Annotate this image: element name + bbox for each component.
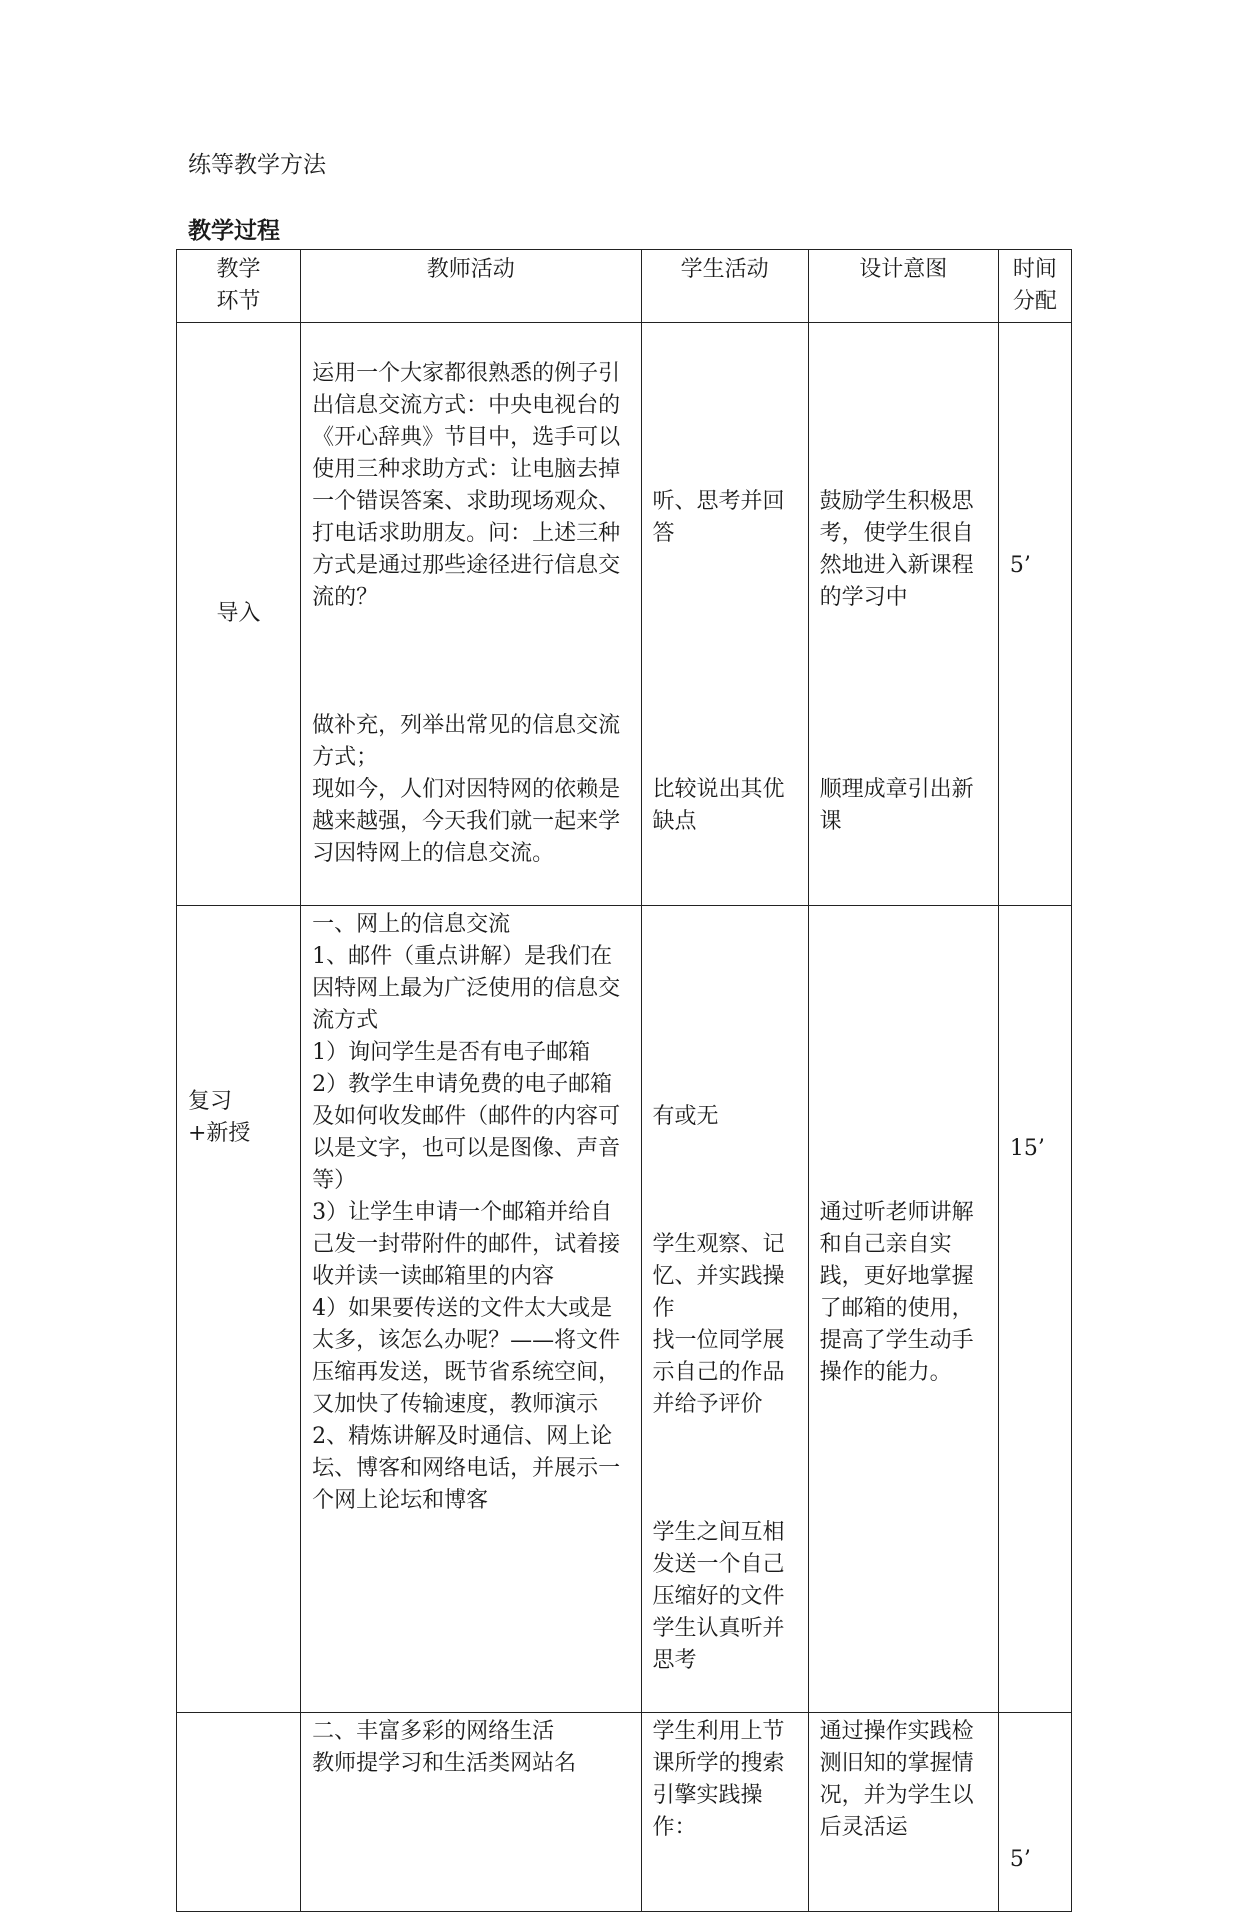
- design-intent-cell: [808, 323, 998, 906]
- student-activity-cell: 学生利用上节课所学的搜索引擎实践操作：: [641, 1713, 808, 1912]
- table-header-row: [177, 250, 1072, 323]
- design-intent-part: 鼓励学生积极思考，使学生很自然地进入新课程的学习中: [819, 489, 974, 610]
- time-cell: [998, 323, 1071, 906]
- section-title: 教学过程: [188, 217, 280, 244]
- header-teacher-activity: 教师活动: [301, 250, 641, 323]
- time-cell: [998, 1713, 1071, 1912]
- student-activity-part: 学生之间互相发送一个自己压缩好的文件 学生认真听并思考: [652, 1520, 785, 1673]
- teacher-activity-part: 运用一个大家都很熟悉的例子引出信息交流方式：中央电视台的《开心辞典》节目中，选手可以使用三种求助方式：让电脑去掉一个错误答案、求助现场观众、打电话求助朋友。问：上述三种方式是通过那些途径进行信息交流的？: [312, 361, 621, 610]
- time-value: 5’: [1009, 1847, 1031, 1872]
- time-value: 15’: [1009, 1136, 1045, 1161]
- header-design-intent: 设计意图: [808, 250, 998, 323]
- time-value: 5’: [1009, 553, 1031, 578]
- stage-cell: 复习 +新授: [177, 906, 301, 1713]
- stage-cell: 导入: [177, 323, 301, 906]
- teacher-activity-cell: 一、网上的信息交流 1、邮件（重点讲解）是我们在因特网上最为广泛使用的信息交流方式 1）询问学生是否有电子邮箱 2）教学生申请免费的电子邮箱及如何收发邮件（邮件的内容可以是文字，也可以是图像、声音等） 3）让学生申请一个邮箱并给自己发一封带附件的邮件，试着接收并读一读邮箱里的内容 4）如果要传送的文件太大或是太多，该怎么办呢？——将文件压缩再发送，既节省系统空间，又加快了传输速度，教师演示 2、精炼讲解及时通信、网上论坛、博客和网络电话，并展示一个网上论坛和博客: [301, 906, 641, 1713]
- student-activity-part: 听、思考并回答: [652, 489, 785, 546]
- table-row: [177, 1713, 1072, 1912]
- student-activity-part: 学生观察、记忆、并实践操作 找一位同学展示自己的作品并给予评价: [652, 1232, 785, 1417]
- student-activity-part: 有或无: [652, 1104, 719, 1129]
- header-stage: 教学 环节: [177, 250, 301, 323]
- header-time: 时间 分配: [998, 250, 1071, 323]
- design-intent-part: 顺理成章引出新课: [819, 777, 974, 834]
- teacher-activity-cell: [301, 323, 641, 906]
- teacher-activity-part: 做补充，列举出常见的信息交流方式； 现如今，人们对因特网的依赖是越来越强，今天我们就一起来学习因特网上的信息交流。: [312, 713, 621, 866]
- design-intent-part: 通过听老师讲解和自己亲自实践，更好地掌握了邮箱的使用，提高了学生动手操作的能力。: [819, 1200, 974, 1385]
- teaching-process-table: [176, 249, 1072, 1912]
- student-activity-cell: [641, 906, 808, 1713]
- intro-text: 练等教学方法: [188, 152, 326, 178]
- table-row: [177, 323, 1072, 906]
- time-cell: [998, 906, 1071, 1713]
- student-activity-part: 比较说出其优缺点: [652, 777, 785, 834]
- stage-cell: [177, 1713, 301, 1912]
- teacher-activity-cell: 二、丰富多彩的网络生活 教师提学习和生活类网站名: [301, 1713, 641, 1912]
- table-row: [177, 906, 1072, 1713]
- student-activity-cell: [641, 323, 808, 906]
- design-intent-cell: 通过操作实践检测旧知的掌握情况，并为学生以后灵活运: [808, 1713, 998, 1912]
- design-intent-cell: [808, 906, 998, 1713]
- header-student-activity: 学生活动: [641, 250, 808, 323]
